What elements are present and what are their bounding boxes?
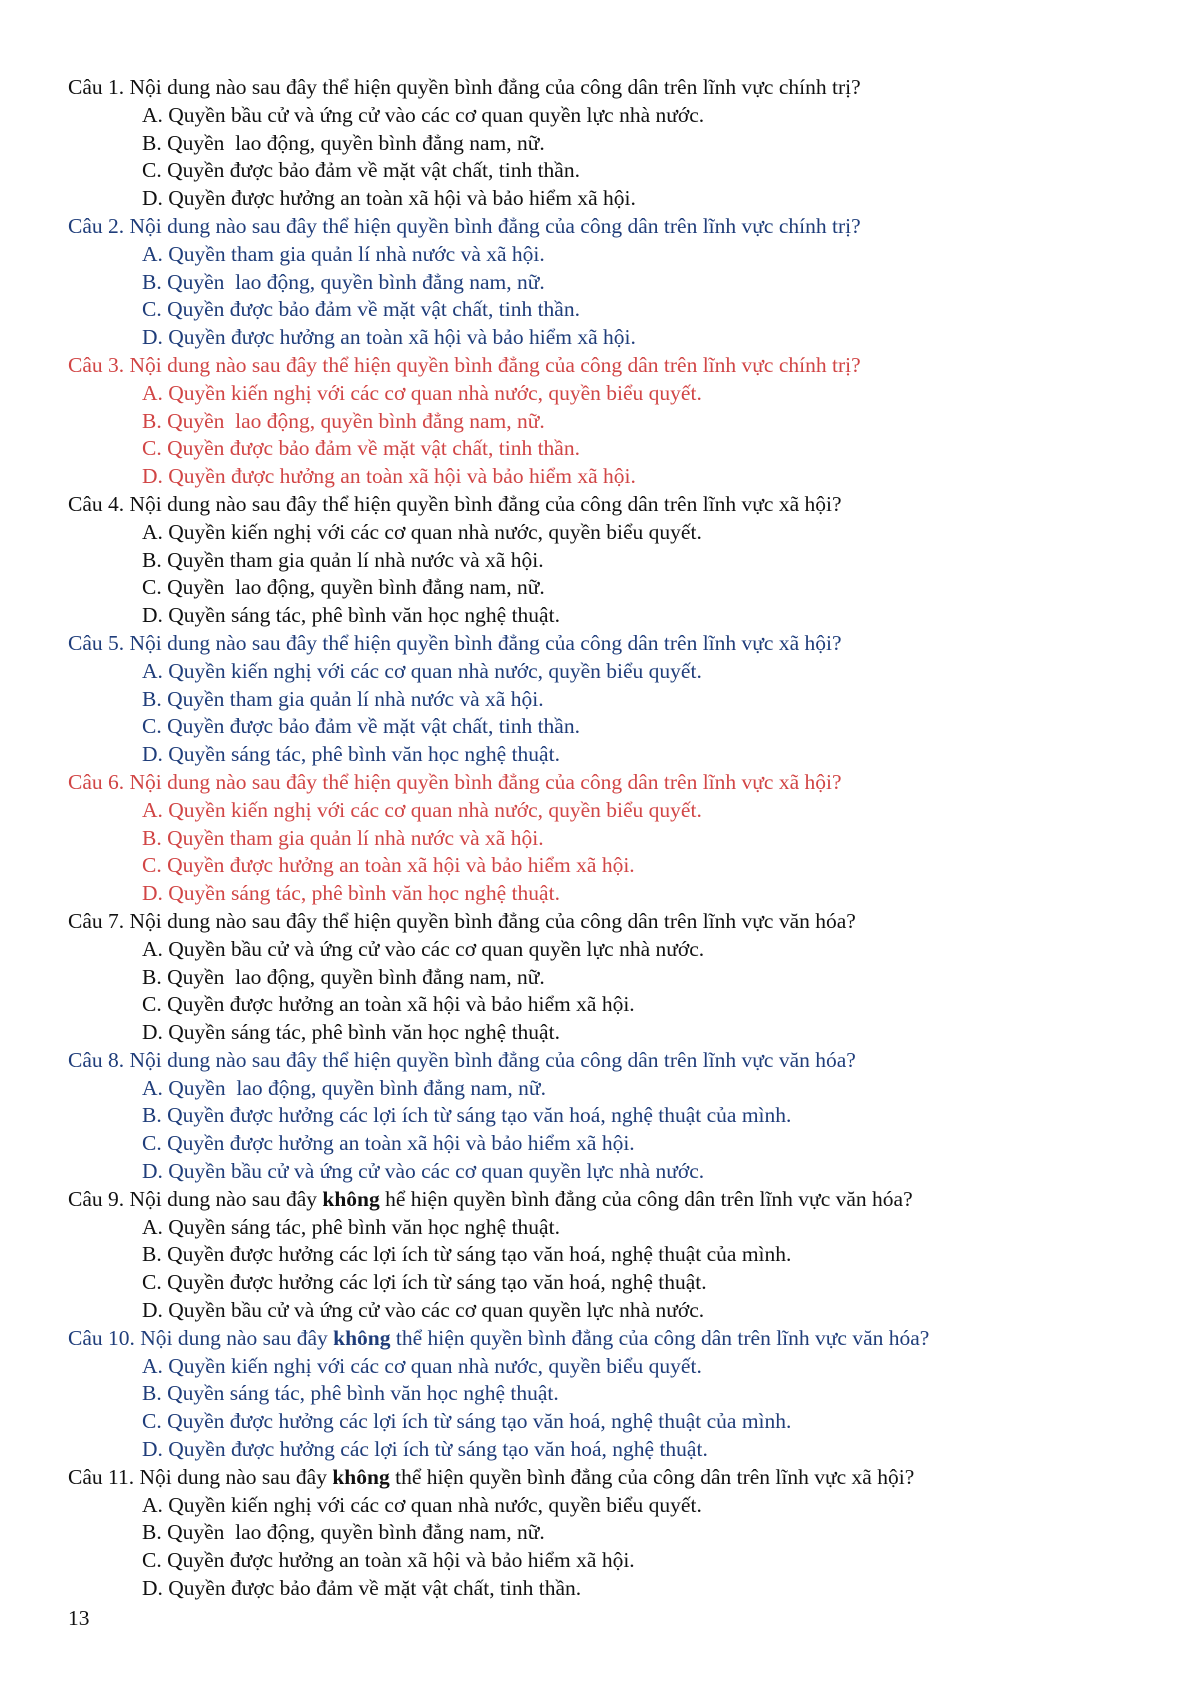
- option-a: A. Quyền tham gia quản lí nhà nước và xã hội.: [142, 241, 545, 266]
- option-c: C. Quyền được hưởng an toàn xã hội và bảo hiểm xã hội.: [142, 853, 635, 878]
- option-d: D. Quyền sáng tác, phê bình văn học nghệ thuật.: [142, 603, 560, 628]
- option-d: D. Quyền được hưởng an toàn xã hội và bảo hiểm xã hội.: [142, 186, 636, 211]
- question-text: Câu 7. Nội dung nào sau đây thể hiện quyền bình đẳng của công dân trên lĩnh vực văn hóa?: [68, 908, 856, 933]
- question-11: [68, 1464, 929, 1603]
- option-c: C. Quyền được hưởng các lợi ích từ sáng tạo văn hoá, nghệ thuật của mình.: [142, 1409, 792, 1434]
- option-a: A. Quyền bầu cử và ứng cử vào các cơ quan quyền lực nhà nước.: [142, 102, 705, 127]
- option-d: D. Quyền sáng tác, phê bình văn học nghệ thuật.: [142, 742, 560, 767]
- question-text: Câu 2. Nội dung nào sau đây thể hiện quyền bình đẳng của công dân trên lĩnh vực chính trị?: [68, 213, 861, 238]
- option-d: D. Quyền được hưởng an toàn xã hội và bảo hiểm xã hội.: [142, 464, 636, 489]
- option-b: B. Quyền lao động, quyền bình đẳng nam, nữ.: [142, 964, 545, 989]
- option-d: D. Quyền sáng tác, phê bình văn học nghệ thuật.: [142, 1020, 560, 1045]
- option-a: A. Quyền kiến nghị với các cơ quan nhà nước, quyền biểu quyết.: [142, 519, 702, 544]
- option-b: B. Quyền lao động, quyền bình đẳng nam, nữ.: [142, 408, 545, 433]
- question-6: [68, 769, 929, 908]
- question-9: [68, 1186, 929, 1325]
- option-c: C. Quyền được hưởng an toàn xã hội và bảo hiểm xã hội.: [142, 1548, 635, 1573]
- question-text: Câu 8. Nội dung nào sau đây thể hiện quyền bình đẳng của công dân trên lĩnh vực văn hóa?: [68, 1047, 856, 1072]
- option-d: D. Quyền sáng tác, phê bình văn học nghệ thuật.: [142, 881, 560, 906]
- question-text: Câu 6. Nội dung nào sau đây thể hiện quyền bình đẳng của công dân trên lĩnh vực xã hội?: [68, 769, 842, 794]
- option-b: B. Quyền tham gia quản lí nhà nước và xã hội.: [142, 547, 544, 572]
- option-a: A. Quyền kiến nghị với các cơ quan nhà nước, quyền biểu quyết.: [142, 797, 702, 822]
- question-text: Câu 11. Nội dung nào sau đây không thể hiện quyền bình đẳng của công dân trên lĩnh vực xã hội?: [68, 1464, 915, 1489]
- question-text: Câu 9. Nội dung nào sau đây không hể hiện quyền bình đẳng của công dân trên lĩnh vực văn hóa?: [68, 1186, 913, 1211]
- option-b: B. Quyền tham gia quản lí nhà nước và xã hội.: [142, 686, 544, 711]
- question-text: Câu 10. Nội dung nào sau đây không thể hiện quyền bình đẳng của công dân trên lĩnh vực văn hóa?: [68, 1325, 930, 1350]
- question-10: [68, 1325, 929, 1464]
- option-a: A. Quyền kiến nghị với các cơ quan nhà nước, quyền biểu quyết.: [142, 1492, 702, 1517]
- question-text: Câu 3. Nội dung nào sau đây thể hiện quyền bình đẳng của công dân trên lĩnh vực chính trị?: [68, 352, 861, 377]
- question-1: [68, 74, 929, 213]
- option-b: B. Quyền sáng tác, phê bình văn học nghệ thuật.: [142, 1381, 559, 1406]
- question-text: Câu 5. Nội dung nào sau đây thể hiện quyền bình đẳng của công dân trên lĩnh vực xã hội?: [68, 630, 842, 655]
- question-list: [68, 74, 929, 1603]
- option-b: B. Quyền được hưởng các lợi ích từ sáng tạo văn hoá, nghệ thuật của mình.: [142, 1103, 792, 1128]
- option-a: A. Quyền bầu cử và ứng cử vào các cơ quan quyền lực nhà nước.: [142, 936, 705, 961]
- option-b: B. Quyền lao động, quyền bình đẳng nam, nữ.: [142, 269, 545, 294]
- option-c: C. Quyền được bảo đảm về mặt vật chất, tinh thần.: [142, 436, 580, 461]
- option-a: A. Quyền kiến nghị với các cơ quan nhà nước, quyền biểu quyết.: [142, 380, 702, 405]
- question-3: [68, 352, 929, 491]
- question-text: Câu 4. Nội dung nào sau đây thể hiện quyền bình đẳng của công dân trên lĩnh vực xã hội?: [68, 491, 842, 516]
- option-b: B. Quyền được hưởng các lợi ích từ sáng tạo văn hoá, nghệ thuật của mình.: [142, 1242, 792, 1267]
- option-c: C. Quyền được hưởng an toàn xã hội và bảo hiểm xã hội.: [142, 1131, 635, 1156]
- option-a: A. Quyền lao động, quyền bình đẳng nam, nữ.: [142, 1075, 546, 1100]
- option-d: D. Quyền bầu cử và ứng cử vào các cơ quan quyền lực nhà nước.: [142, 1159, 705, 1184]
- option-b: B. Quyền tham gia quản lí nhà nước và xã hội.: [142, 825, 544, 850]
- option-b: B. Quyền lao động, quyền bình đẳng nam, nữ.: [142, 1520, 545, 1545]
- question-7: [68, 908, 929, 1047]
- option-d: D. Quyền được hưởng các lợi ích từ sáng tạo văn hoá, nghệ thuật.: [142, 1437, 708, 1462]
- option-d: D. Quyền bầu cử và ứng cử vào các cơ quan quyền lực nhà nước.: [142, 1298, 705, 1323]
- option-c: C. Quyền được bảo đảm về mặt vật chất, tinh thần.: [142, 297, 580, 322]
- option-c: C. Quyền được bảo đảm về mặt vật chất, tinh thần.: [142, 714, 580, 739]
- option-c: C. Quyền được bảo đảm về mặt vật chất, tinh thần.: [142, 158, 580, 183]
- page-number: 13: [68, 1606, 90, 1630]
- option-b: B. Quyền lao động, quyền bình đẳng nam, nữ.: [142, 130, 545, 155]
- option-a: A. Quyền kiến nghị với các cơ quan nhà nước, quyền biểu quyết.: [142, 658, 702, 683]
- option-a: A. Quyền kiến nghị với các cơ quan nhà nước, quyền biểu quyết.: [142, 1353, 702, 1378]
- option-c: C. Quyền được hưởng các lợi ích từ sáng tạo văn hoá, nghệ thuật.: [142, 1270, 707, 1295]
- option-c: C. Quyền lao động, quyền bình đẳng nam, nữ.: [142, 575, 545, 600]
- option-d: D. Quyền được hưởng an toàn xã hội và bảo hiểm xã hội.: [142, 325, 636, 350]
- question-8: [68, 1047, 929, 1186]
- question-4: [68, 491, 929, 630]
- option-c: C. Quyền được hưởng an toàn xã hội và bảo hiểm xã hội.: [142, 992, 635, 1017]
- question-2: [68, 213, 929, 352]
- question-5: [68, 630, 929, 769]
- question-text: Câu 1. Nội dung nào sau đây thể hiện quyền bình đẳng của công dân trên lĩnh vực chính trị?: [68, 75, 861, 99]
- option-d: D. Quyền được bảo đảm về mặt vật chất, tinh thần.: [142, 1576, 582, 1601]
- option-a: A. Quyền sáng tác, phê bình văn học nghệ thuật.: [142, 1214, 560, 1239]
